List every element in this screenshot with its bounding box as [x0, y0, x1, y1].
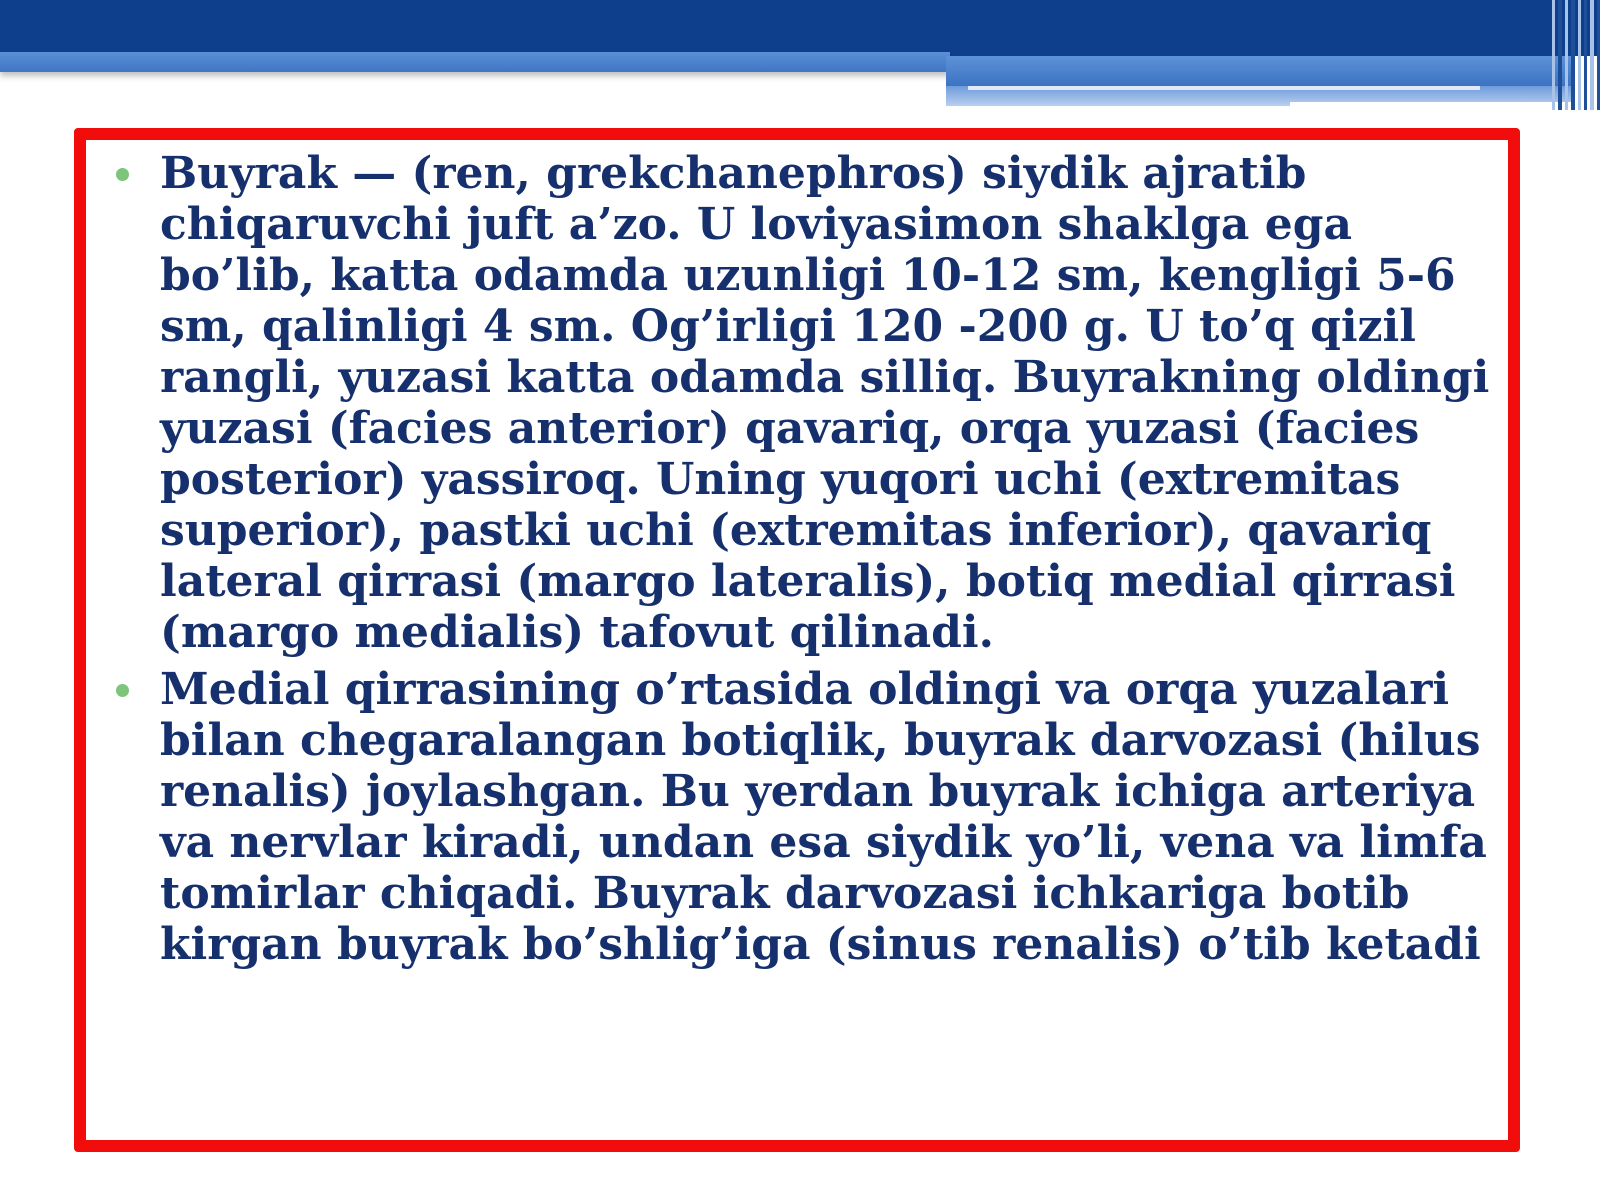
- list-item: [160, 664, 1520, 970]
- header-highlight-line: [968, 86, 1480, 90]
- bullet-text: Medial qirrasining o’rtasida oldingi va orqa yuzalari bilan chegaralangan botiqlik, buyrak darvozasi (hilus renalis) joylashgan. Bu yerdan buyrak ichiga arteriya va nervlar kiradi, undan esa siydik yo’li, vena va limfa tomirlar chiqadi. Buyrak darvozasi ichkariga botib kirgan buyrak bo’shlig’iga (sinus renalis) o’tib ketadi: [160, 664, 1487, 970]
- header-band-right: [946, 56, 1572, 86]
- header-edge-stripes: [1552, 0, 1600, 110]
- bullet-list: [160, 148, 1520, 976]
- list-item: [160, 148, 1520, 658]
- bullet-dot-icon: [116, 168, 129, 181]
- bullet-dot-icon: [116, 684, 129, 697]
- header-band-dark: [0, 0, 1600, 56]
- header-band-light: [0, 52, 950, 72]
- header-highlight-line-short: [1290, 102, 1572, 106]
- bullet-text: Buyrak — (ren, grekchanephros) siydik ajratib chiqaruvchi juft a’zo. U loviyasimon shaklga ega bo’lib, katta odamda uzunligi 10-12 sm, kengligi 5-6 sm, qalinligi 4 sm. Og’irligi 120 -200 g. U to’q qizil rangli, yuzasi katta odamda silliq. Buyrakning oldingi yuzasi (facies anterior) qavariq, orqa yuzasi (facies posterior) yassiroq. Uning yuqori uchi (extremitas superior), pastki uchi (extremitas inferior), qavariq lateral qirrasi (margo lateralis), botiq medial qirrasi (margo medialis) tafovut qilinadi.: [160, 148, 1490, 658]
